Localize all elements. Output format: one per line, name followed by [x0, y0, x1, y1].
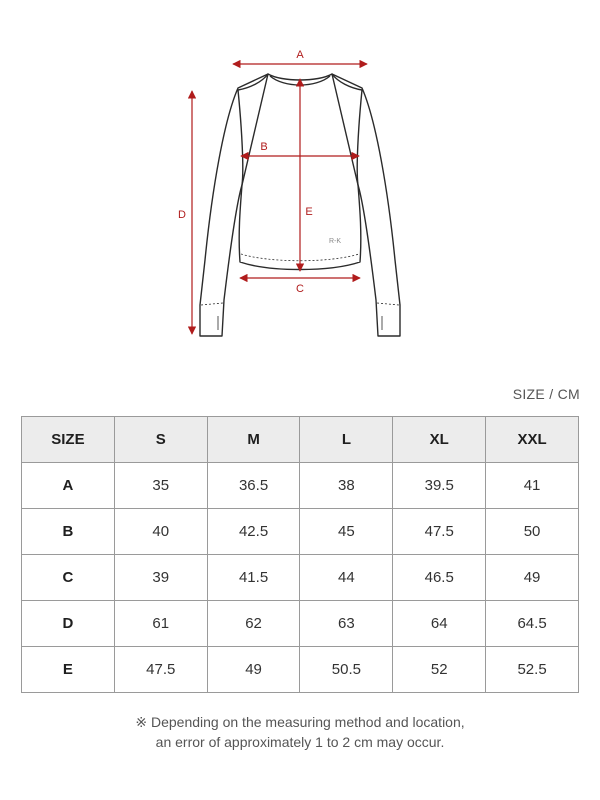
table-cell: 44: [300, 555, 393, 601]
table-cell: 50.5: [300, 647, 393, 693]
table-row: [22, 647, 579, 693]
table-cell: 64: [393, 601, 486, 647]
header-size: SIZE: [22, 417, 115, 463]
right-sleeve: [332, 74, 400, 336]
table-cell: 52.5: [486, 647, 579, 693]
table-cell: 41: [486, 463, 579, 509]
row-label: C: [22, 555, 115, 601]
table-cell: 40: [114, 509, 207, 555]
dimension-a-label: A: [296, 49, 304, 61]
table-cell: 35: [114, 463, 207, 509]
table-cell: 49: [207, 647, 300, 693]
left-cuff-stitch: [201, 303, 223, 305]
logo-mark: R-K: [328, 238, 342, 245]
dimension-lines: [192, 64, 367, 334]
table-cell: 49: [486, 555, 579, 601]
table-row: [22, 555, 579, 601]
unit-label: SIZE / CM: [512, 386, 580, 402]
table-row: [22, 463, 579, 509]
table-cell: 50: [486, 509, 579, 555]
dimension-e-label: E: [305, 206, 313, 218]
table-cell: 47.5: [114, 647, 207, 693]
table-row: [22, 509, 579, 555]
table-cell: 64.5: [486, 601, 579, 647]
size-chart-table: [21, 416, 579, 693]
table-header-row: [22, 417, 579, 463]
table-cell: 41.5: [207, 555, 300, 601]
table-cell: 47.5: [393, 509, 486, 555]
header-l: L: [300, 417, 393, 463]
table-cell: 63: [300, 601, 393, 647]
dimension-d-label: D: [178, 209, 186, 221]
row-label: B: [22, 509, 115, 555]
header-xl: XL: [393, 417, 486, 463]
table-cell: 45: [300, 509, 393, 555]
footnote-line-2: an error of approximately 1 to 2 cm may occur.: [155, 734, 445, 750]
table-cell: 61: [114, 601, 207, 647]
row-label: D: [22, 601, 115, 647]
measurement-footnote: [0, 712, 600, 752]
table-row: [22, 601, 579, 647]
left-sleeve: [200, 74, 268, 336]
footnote-line-1: ※ Depending on the measuring method and location,: [135, 714, 465, 730]
header-s: S: [114, 417, 207, 463]
row-label: A: [22, 463, 115, 509]
dimension-c-label: C: [296, 283, 304, 295]
table-cell: 52: [393, 647, 486, 693]
row-label: E: [22, 647, 115, 693]
table-cell: 39.5: [393, 463, 486, 509]
table-cell: 42.5: [207, 509, 300, 555]
table-cell: 46.5: [393, 555, 486, 601]
table-cell: 39: [114, 555, 207, 601]
table-cell: 36.5: [207, 463, 300, 509]
garment-measurement-diagram: [0, 0, 600, 360]
table-cell: 62: [207, 601, 300, 647]
right-cuff-stitch: [377, 303, 399, 305]
header-xxl: XXL: [486, 417, 579, 463]
table-cell: 38: [300, 463, 393, 509]
dimension-b-label: B: [260, 141, 268, 153]
header-m: M: [207, 417, 300, 463]
